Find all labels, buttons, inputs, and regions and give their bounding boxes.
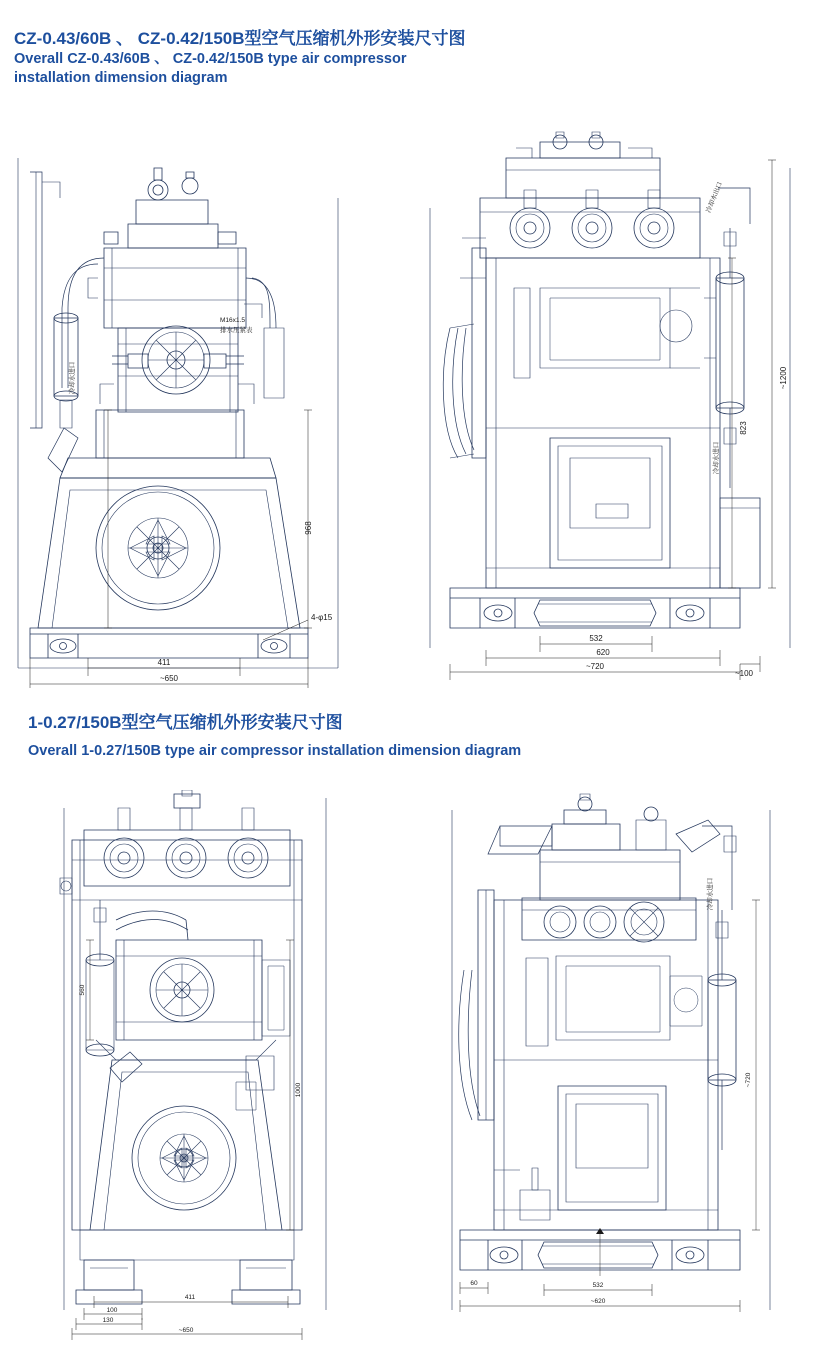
dim-720: ~720 bbox=[585, 662, 605, 671]
dim-100b: 100 bbox=[106, 1307, 118, 1314]
dim-532b: 532 bbox=[592, 1282, 604, 1289]
callout-cooling-water-inlet-2: 冷却水进口 bbox=[713, 441, 720, 475]
fig-top-side-view bbox=[420, 128, 820, 688]
dim-60: 60 bbox=[470, 1280, 478, 1287]
dim-130: 130 bbox=[102, 1317, 114, 1324]
dim-411b: 411 bbox=[184, 1294, 196, 1301]
dim-720b: ~720 bbox=[745, 1072, 752, 1088]
top-title-block bbox=[14, 28, 466, 88]
callout-cooling-water-inlet-3: 冷却水进口 bbox=[707, 877, 714, 911]
top-title-chinese: CZ-0.43/60B 、 CZ-0.42/150B型空气压缩机外形安装尺寸图 bbox=[14, 29, 466, 48]
fig-top-front-view bbox=[8, 128, 408, 688]
bottom-title-block bbox=[28, 712, 521, 761]
dim-650b: ~650 bbox=[178, 1327, 194, 1334]
dim-560: 560 bbox=[79, 984, 86, 996]
dim-1000: 1000 bbox=[295, 1082, 302, 1098]
callout-cooling-water-outlet: 冷却水出口 bbox=[705, 181, 724, 214]
dim-620: 620 bbox=[596, 648, 610, 657]
bottom-title-chinese: 1-0.27/150B型空气压缩机外形安装尺寸图 bbox=[28, 713, 343, 732]
dim-4-phi15: 4-φ15 bbox=[311, 613, 333, 622]
dim-823: 823 bbox=[739, 421, 748, 435]
callout-cooling-water-inlet: 冷却水进口 bbox=[69, 361, 76, 395]
bottom-title-english: Overall 1-0.27/150B type air compressor installation dimension diagram bbox=[28, 743, 522, 759]
fig-bottom-front-view bbox=[50, 790, 390, 1340]
callout-drain-gauge: 排水压紧表 bbox=[220, 327, 253, 334]
callout-m16: M16x1.5 bbox=[220, 317, 245, 324]
top-title-english-line1: Overall CZ-0.43/60B 、 CZ-0.42/150B type air compressor bbox=[14, 51, 407, 67]
dim-968: 968 bbox=[304, 521, 313, 535]
top-title-english-line2: installation dimension diagram bbox=[14, 70, 228, 86]
dim-620b: ~620 bbox=[590, 1298, 606, 1305]
dim-1200: ~1200 bbox=[779, 366, 788, 390]
dim-100: ~100 bbox=[734, 669, 754, 678]
dim-532: 532 bbox=[589, 634, 603, 643]
fig-bottom-side-view bbox=[440, 790, 800, 1340]
dim-411: 411 bbox=[157, 658, 171, 667]
dim-650: ~650 bbox=[159, 674, 179, 683]
